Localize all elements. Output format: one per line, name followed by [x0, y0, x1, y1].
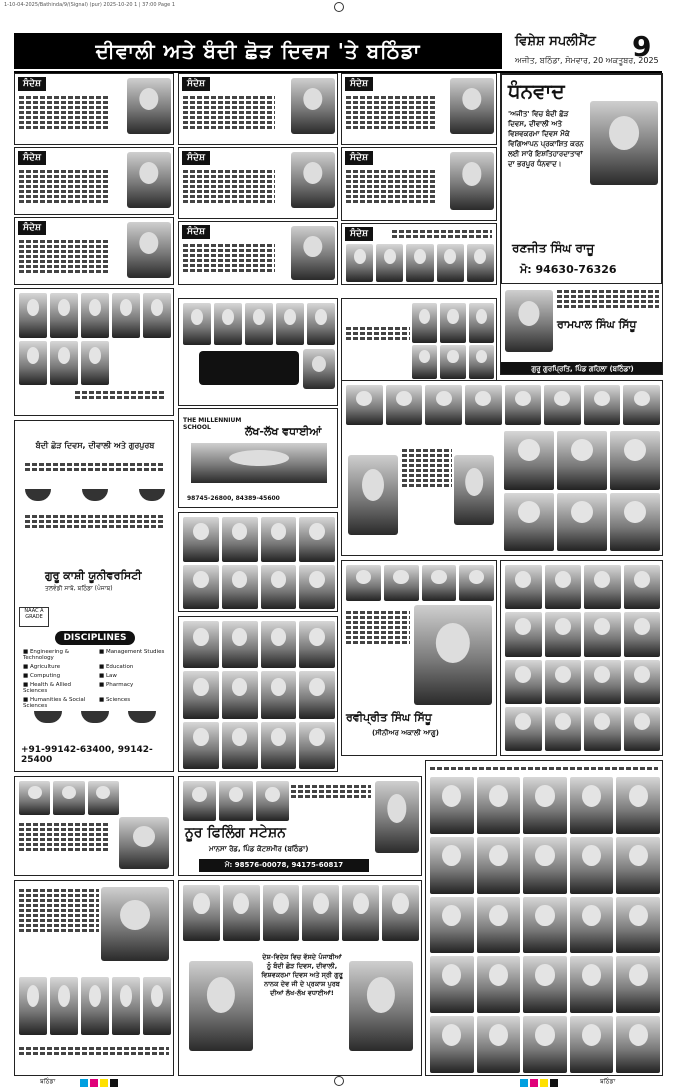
person-photo [222, 621, 258, 668]
person-photo [214, 303, 242, 345]
greeting-text [557, 288, 659, 310]
discipline-item: ■ Management Studies [99, 649, 165, 655]
registration-mark [334, 1076, 344, 1086]
person-photo [505, 290, 553, 352]
university-address: ਤਲਵੰਡੀ ਸਾਬੋ, ਬਠਿੰਡਾ (ਪੰਜਾਬ) [45, 585, 113, 592]
person-photo [430, 1016, 474, 1073]
person-photo [261, 517, 297, 562]
person-photo [261, 565, 297, 610]
sandesh-tag: ਸੰਦੇਸ਼ [345, 151, 373, 165]
group-ad [341, 298, 497, 382]
school-name: THE MILLENNIUM SCHOOL [183, 417, 242, 431]
diya-row [25, 711, 165, 727]
person-photo [545, 612, 582, 656]
ad-text [430, 765, 658, 772]
person-photo [101, 887, 169, 961]
person-photo [545, 565, 582, 609]
footer-right: ਬਠਿੰਡਾ [600, 1078, 616, 1085]
person-photo [584, 707, 621, 751]
person-photo [291, 78, 335, 134]
school-greeting: ਲੱਖ-ਲੱਖ ਵਧਾਈਆਂ [245, 425, 322, 438]
person-photo [303, 349, 335, 389]
photo-row [346, 565, 494, 601]
message-text [19, 238, 109, 275]
greeting-text [402, 447, 452, 489]
school-ad [178, 408, 338, 508]
photo-grid [505, 565, 660, 751]
person-photo [263, 885, 300, 941]
disciplines-title: DISCIPLINES [55, 631, 135, 645]
thanks-name: ਰਣਜੀਤ ਸਿੰਘ ਰਾਜੂ [512, 241, 595, 255]
person-photo [477, 956, 521, 1013]
message-text [183, 242, 275, 274]
person-photo [584, 660, 621, 704]
photo-row [183, 303, 335, 345]
thanks-phone: ਮੋ: 94630-76326 [520, 263, 617, 276]
person-photo [81, 293, 109, 338]
person-photo [406, 244, 433, 282]
person-photo [545, 660, 582, 704]
photo-grid [430, 777, 660, 1073]
ad-text [25, 513, 165, 530]
person-photo [261, 621, 297, 668]
university-intro: ਬੰਦੀ ਛੋੜ ਦਿਵਸ, ਦੀਵਾਲੀ ਅਤੇ ਗੁਰਪੁਰਬ [35, 441, 155, 450]
person-photo [504, 431, 554, 490]
sandesh-ad [14, 147, 174, 215]
sandesh-tag: ਸੰਦੇਸ਼ [345, 77, 373, 91]
person-photo [291, 226, 335, 280]
person-photo [570, 1016, 614, 1073]
greeting-text [346, 609, 410, 646]
person-photo [477, 897, 521, 954]
person-photo [570, 837, 614, 894]
greeting-block: ਦੇਸ਼-ਵਿਦੇਸ਼ ਵਿਚ ਵੱਸਦੇ ਪੰਜਾਬੀਆਂ ਨੂੰ ਬੰਦੀ ਛੋੜ ਦਿਵਸ, ਦੀਵਾਲੀ, ਵਿਸ਼ਵਕਰਮਾ ਦਿਵਸ ਅਤੇ ਸ੍ਰੀ ਗੁਰੂ ਨਾਨਕ ਦੇਵ ਜੀ ਦੇ ਪ੍ਰਕਾਸ਼ ਪੁਰਬ ਦੀਆਂ ਲੱਖ-ਲੱਖ ਵਧਾਈਆਂ! [261, 953, 343, 997]
sandesh-ad [341, 147, 497, 221]
person-photo [505, 612, 542, 656]
message-text [392, 228, 492, 240]
sandesh-ad [178, 221, 338, 285]
person-photo [222, 517, 258, 562]
person-photo [437, 244, 464, 282]
sandesh-ad [178, 147, 338, 219]
person-photo [143, 293, 171, 338]
person-photo [505, 565, 542, 609]
sandesh-ad [178, 73, 338, 145]
university-ad [14, 420, 174, 772]
person-photo [557, 431, 607, 490]
person-photo [245, 303, 273, 345]
person-photo [590, 101, 658, 185]
person-photo [53, 781, 84, 815]
person-photo [19, 781, 50, 815]
ad-text [346, 325, 410, 342]
greeting-text [291, 783, 371, 800]
group-ad [178, 512, 338, 612]
print-slug: 1-10-04-2025/Bathinda/9/(Signal) (pur) 2025-10-20 1 | 37:00 Page 1 [4, 2, 176, 8]
person-photo [430, 837, 474, 894]
person-photo [523, 956, 567, 1013]
person-photo [469, 345, 494, 379]
person-photo [346, 565, 381, 601]
person-photo [384, 565, 419, 601]
person-photo [616, 897, 660, 954]
person-photo [544, 385, 581, 425]
person-photo [545, 707, 582, 751]
discipline-item: ■ Education [99, 664, 134, 670]
magenta-swatch [90, 1079, 98, 1087]
person-photo [616, 837, 660, 894]
message-text [183, 94, 275, 131]
person-photo [183, 303, 211, 345]
person-photo [261, 722, 297, 769]
diya-icon [81, 711, 109, 723]
person-photo [467, 244, 494, 282]
person-photo [19, 341, 47, 386]
thanks-body: 'ਅਜੀਤ' ਵਿਚ ਬੰਦੀ ਛੋੜ ਦਿਵਸ, ਦੀਵਾਲੀ ਅਤੇ ਵਿਸ਼ਵਕਰਮਾ ਦਿਵਸ ਮੌਕੇ ਵਿਗਿਆਪਨ ਪ੍ਰਕਾਸ਼ਿਤ ਕਰਨ ਲਈ ਸਾਰੇ ਇਸ਼ਤਿਹਾਰਦਾਤਾਵਾਂ ਦਾ ਭਰਪੂਰ ਧੰਨਵਾਦ। [508, 110, 584, 168]
person-photo [505, 660, 542, 704]
discipline-item: ■ Health & Allied Sciences [23, 682, 72, 694]
person-photo [219, 781, 252, 821]
person-photo [624, 565, 661, 609]
person-photo [183, 517, 219, 562]
message-text [346, 168, 436, 205]
person-photo [183, 781, 216, 821]
person-photo [505, 707, 542, 751]
diya-icon [139, 489, 165, 501]
group-ad [178, 616, 338, 772]
station-address: ਮਾਨਸਾ ਰੋਡ, ਪਿੰਡ ਕੋਟਸ਼ਮੀਰ (ਬਠਿੰਡਾ) [209, 845, 309, 853]
person-photo [477, 837, 521, 894]
person-name: ਰਵੀਪ੍ਰੀਤ ਸਿੰਘ ਸਿੱਧੂ [346, 711, 432, 724]
diya-row [25, 489, 165, 505]
person-name: ਰਾਮਪਾਲ ਸਿੰਘ ਸਿੱਧੂ [557, 318, 637, 331]
group-ad [425, 760, 663, 1076]
tagline-strip: ਗੁਰੂ ਗੁਰਪ੍ਰਿਤਿ, ਪਿੰਡ ਗਹਿਲਾ (ਬਠਿੰਡਾ) [501, 362, 663, 375]
person-photo [299, 671, 335, 718]
photo-row [346, 385, 660, 425]
cyan-swatch [80, 1079, 88, 1087]
person-photo [412, 303, 437, 343]
person-photo [19, 977, 47, 1035]
group-ad [14, 288, 174, 416]
sandesh-tag: ਸੰਦੇਸ਼ [18, 77, 46, 91]
person-photo [143, 977, 171, 1035]
sandesh-tag: ਸੰਦੇਸ਼ [345, 227, 373, 241]
photo-grid [183, 621, 335, 769]
station-name: ਨੂਰ ਫਿਲਿੰਗ ਸਟੇਸ਼ਨ [185, 825, 286, 841]
person-photo [465, 385, 502, 425]
person-photo [624, 612, 661, 656]
person-photo [299, 621, 335, 668]
person-photo [50, 341, 78, 386]
photo-row [412, 303, 494, 343]
message-text [346, 94, 436, 131]
person-photo [430, 777, 474, 834]
person-photo [584, 612, 621, 656]
date-line: ਅਜੀਤ, ਬਠਿੰਡਾ, ਸੋਮਵਾਰ, 20 ਅਕਤੂਬਰ, 2025 [515, 56, 659, 65]
sandesh-tag: ਸੰਦੇਸ਼ [182, 225, 210, 239]
person-photo [50, 293, 78, 338]
person-photo [376, 244, 403, 282]
person-photo [256, 781, 289, 821]
person-photo [584, 565, 621, 609]
group-ad [178, 880, 422, 1076]
person-photo [477, 777, 521, 834]
diya-icon [82, 489, 108, 501]
person-photo [624, 707, 661, 751]
ad-text [75, 389, 165, 401]
sandesh-tag: ਸੰਦੇਸ਼ [18, 221, 46, 235]
discipline-item: ■ Pharmacy [99, 682, 134, 688]
sandesh-tag: ਸੰਦੇਸ਼ [182, 151, 210, 165]
person-photo [349, 961, 413, 1051]
photo-grid [19, 293, 171, 385]
person-photo [119, 817, 169, 869]
photo-row [412, 345, 494, 379]
disciplines-list [23, 649, 171, 709]
page-banner: ਦੀਵਾਲੀ ਅਤੇ ਬੰਦੀ ਛੋੜ ਦਿਵਸ 'ਤੇ ਬਠਿੰਡਾ [14, 33, 502, 69]
person-photo [88, 781, 119, 815]
diya-icon [128, 711, 156, 723]
person-photo [523, 837, 567, 894]
sandesh-ad [14, 73, 174, 145]
discipline-item: ■ Sciences [99, 697, 131, 703]
person-photo [222, 671, 258, 718]
person-photo [459, 565, 494, 601]
cyan-swatch [520, 1079, 528, 1087]
person-photo [19, 293, 47, 338]
person-photo [505, 385, 542, 425]
thanks-title: ਧੰਨਵਾਦ [508, 79, 565, 103]
discipline-item: ■ Humanities & Social Sciences [23, 697, 86, 709]
person-photo [189, 961, 253, 1051]
person-photo [50, 977, 78, 1035]
person-photo [81, 341, 109, 386]
message-text [19, 94, 109, 131]
person-photo [414, 605, 492, 705]
person-photo [425, 385, 462, 425]
message-text [183, 168, 275, 205]
magenta-swatch [530, 1079, 538, 1087]
greeting-ad [500, 283, 663, 375]
registration-mark [334, 2, 344, 12]
person-photo [375, 781, 419, 853]
color-bar [80, 1079, 118, 1087]
person-photo [183, 621, 219, 668]
person-photo [112, 293, 140, 338]
greeting-ad [341, 560, 497, 756]
color-bar [520, 1079, 558, 1087]
person-photo [412, 345, 437, 379]
person-photo [610, 431, 660, 490]
person-photo [302, 885, 339, 941]
person-photo [127, 78, 171, 134]
person-photo [299, 517, 335, 562]
person-photo [504, 493, 554, 552]
person-photo [222, 565, 258, 610]
person-photo [299, 565, 335, 610]
person-photo [616, 956, 660, 1013]
photo-row [183, 885, 419, 941]
person-photo [440, 345, 465, 379]
person-photo [342, 885, 379, 941]
person-photo [183, 671, 219, 718]
footer-left: ਬਠਿੰਡਾ [40, 1078, 56, 1085]
person-role: (ਸੀਨੀਅਰ ਅਕਾਲੀ ਆਗੂ) [372, 729, 440, 737]
person-photo [223, 885, 260, 941]
page-number: 9 [632, 30, 652, 63]
supplement-label: ਵਿਸ਼ੇਸ਼ ਸਪਲੀਮੈਂਟ [515, 34, 596, 49]
black-swatch [550, 1079, 558, 1087]
person-photo [624, 660, 661, 704]
person-photo [523, 897, 567, 954]
discipline-item: ■ Law [99, 673, 117, 679]
photo-row [346, 244, 494, 282]
person-photo [557, 493, 607, 552]
ad-text [25, 461, 165, 473]
person-photo [183, 565, 219, 610]
person-photo [523, 777, 567, 834]
university-phones: +91-99142-63400, 99142-25400 [21, 745, 153, 765]
person-photo [307, 303, 335, 345]
diya-icon [25, 489, 51, 501]
person-photo [584, 385, 621, 425]
group-ad [178, 298, 338, 406]
sandesh-ad [341, 73, 497, 145]
person-photo [430, 956, 474, 1013]
person-photo [348, 455, 398, 535]
person-photo [454, 455, 494, 525]
greeting-strip [199, 351, 299, 385]
message-text [19, 168, 109, 205]
group-ad [500, 560, 663, 756]
sandesh-ad [341, 223, 497, 285]
person-photo [450, 78, 494, 134]
person-photo [450, 152, 494, 210]
discipline-item: ■ Engineering & Technology [23, 649, 69, 661]
greeting-text [19, 887, 99, 934]
person-photo [623, 385, 660, 425]
person-photo [346, 244, 373, 282]
person-photo [477, 1016, 521, 1073]
yellow-swatch [100, 1079, 108, 1087]
group-ad [341, 380, 663, 556]
photo-row [19, 781, 119, 815]
shop-ad [178, 776, 422, 876]
person-photo [610, 493, 660, 552]
person-photo [127, 152, 171, 208]
person-photo [222, 722, 258, 769]
school-phones: 98745-26800, 84389-45600 [187, 495, 280, 502]
person-photo [291, 152, 335, 208]
person-photo [183, 885, 220, 941]
photo-grid [183, 517, 335, 609]
person-photo [299, 722, 335, 769]
person-photo [346, 385, 383, 425]
person-photo [616, 777, 660, 834]
shop-ad [14, 776, 174, 876]
yellow-swatch [540, 1079, 548, 1087]
person-photo [570, 897, 614, 954]
thanks-ad [500, 73, 663, 285]
person-photo [386, 385, 423, 425]
sandesh-tag: ਸੰਦੇਸ਼ [18, 151, 46, 165]
ad-text [19, 821, 109, 853]
person-photo [276, 303, 304, 345]
university-name: ਗੁਰੂ ਕਾਸ਼ੀ ਯੂਨੀਵਰਸਿਟੀ [45, 569, 142, 582]
ad-text [19, 1045, 169, 1057]
person-photo [127, 222, 171, 278]
person-photo [523, 1016, 567, 1073]
person-photo [81, 977, 109, 1035]
person-photo [616, 1016, 660, 1073]
diya-icon [34, 711, 62, 723]
naac-badge: NAAC A GRADE [19, 607, 49, 627]
person-photo [183, 722, 219, 769]
person-photo [440, 303, 465, 343]
discipline-item: ■ Computing [23, 673, 61, 679]
photo-grid [504, 431, 660, 551]
school-building-photo [191, 443, 327, 483]
station-phones: ਮੋ: 98576-00078, 94175-60817 [199, 859, 369, 872]
photo-row [183, 781, 289, 821]
person-photo [430, 897, 474, 954]
person-photo [382, 885, 419, 941]
person-photo [570, 777, 614, 834]
black-swatch [110, 1079, 118, 1087]
person-photo [469, 303, 494, 343]
discipline-item: ■ Agriculture [23, 664, 61, 670]
photo-row [19, 977, 171, 1035]
greeting-ad [14, 880, 174, 1076]
sandesh-tag: ਸੰਦੇਸ਼ [182, 77, 210, 91]
sandesh-ad [14, 217, 174, 285]
person-photo [570, 956, 614, 1013]
person-photo [261, 671, 297, 718]
person-photo [112, 977, 140, 1035]
person-photo [422, 565, 457, 601]
